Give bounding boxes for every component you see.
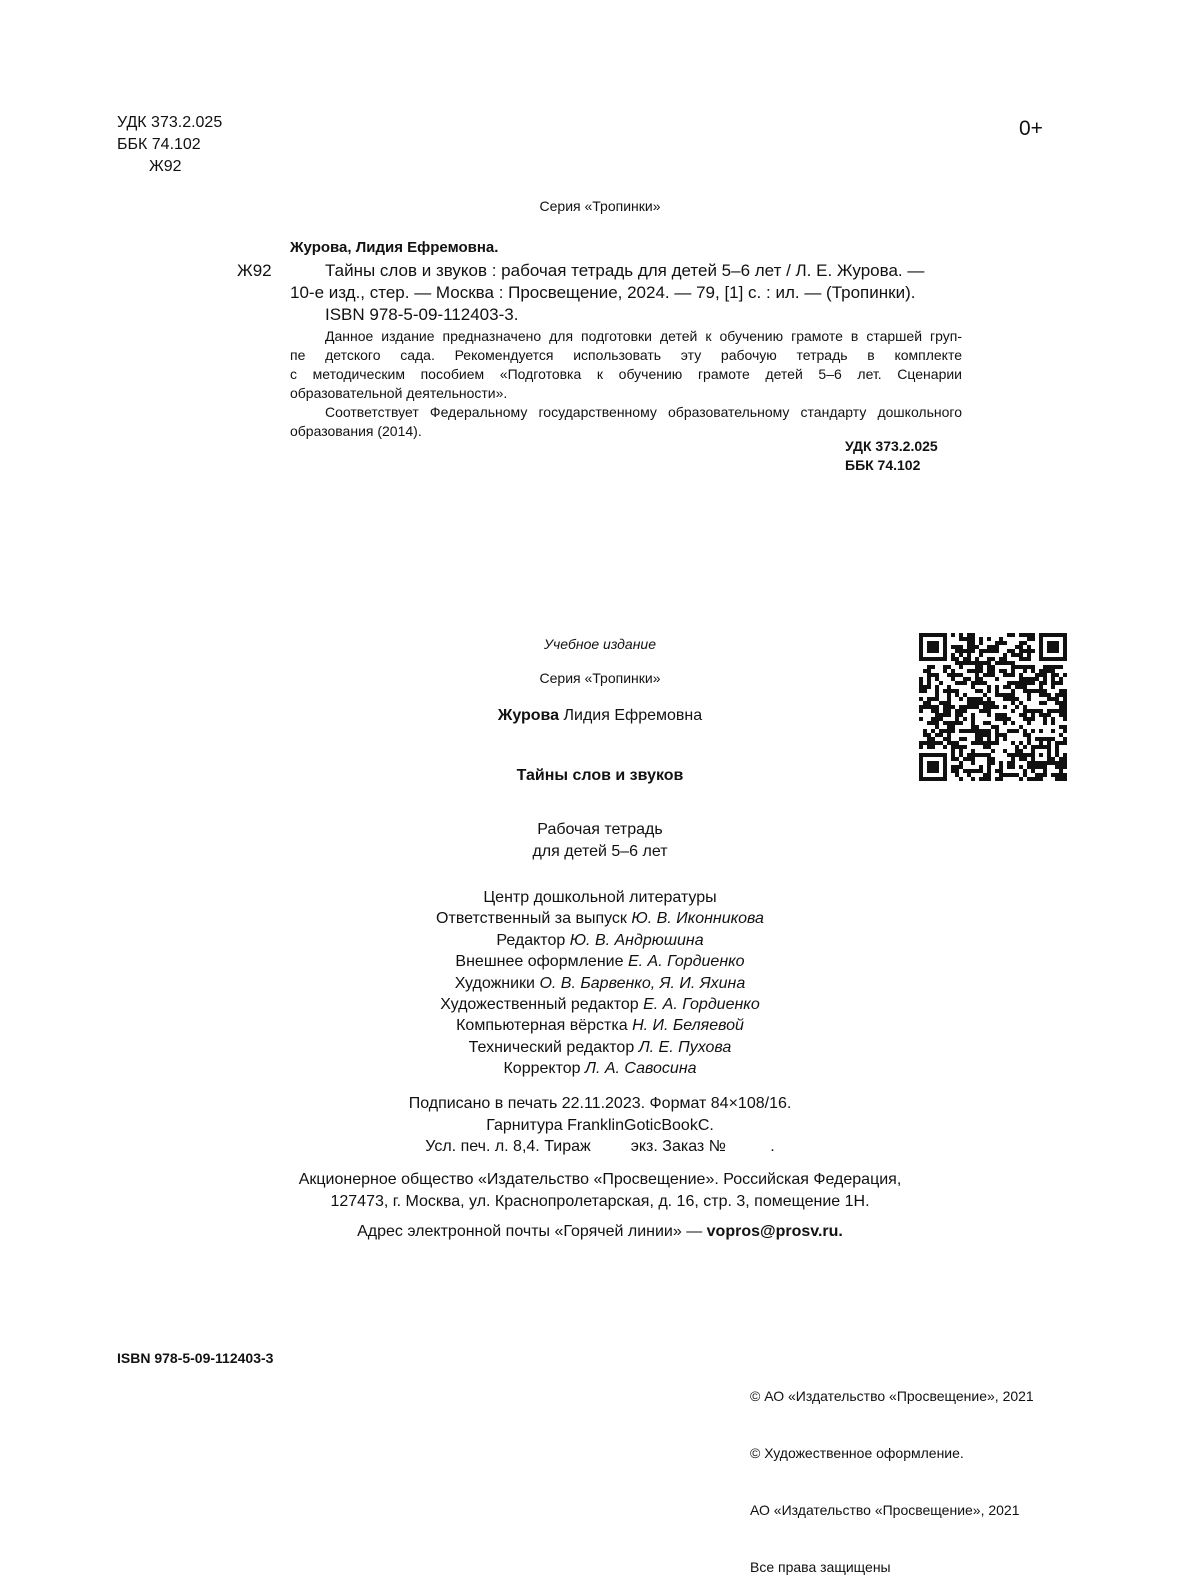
print-line: Усл. печ. л. 8,4. Тираж экз. Заказ № . [425,1138,775,1155]
credit-name: Л. Е. Пухова [638,1038,732,1056]
annotation-line: с методическим пособием «Подготовка к обучению грамоте детей 5–6 лет. Сценарии [290,366,962,382]
age-rating: 0+ [1019,117,1043,140]
credits-block [300,887,900,1080]
credit-name: Е. А. Гордиенко [643,996,760,1014]
subtitle-line: Рабочая тетрадь [537,821,663,838]
bib-title-line: 10-е изд., стер. — Москва : Просвещение, 2024. — 79, [1] с. : ил. — (Тропинки). [290,283,916,302]
credit-line [300,1015,900,1036]
imprint-author [400,705,800,727]
bib-classification [845,437,965,475]
credit-role: Компьютерная вёрстка [456,1017,628,1035]
series-imprint: Серия «Тропинки» [539,670,661,686]
author-given-name: Лидия Ефремовна [563,707,703,724]
hotline-email [250,1221,950,1243]
annotation-line: Данное издание предназначено для подготовки детей к обучению грамоте в старшей груп- [325,328,962,344]
credit-role: Ответственный за выпуск [436,910,627,928]
credit-line [300,973,900,994]
center-name: Центр дошкольной литературы [483,889,717,906]
credit-name: Е. А. Гордиенко [627,953,745,971]
author-surname: Журова [497,707,560,724]
author-mark: Ж92 [149,158,182,175]
print-line: Подписано в печать 22.11.2023. Формат 84×108/16. [408,1095,792,1112]
copyright-line: Все права защищены [750,1559,891,1575]
footer-isbn: ISBN 978-5-09-112403-3 [117,1350,274,1366]
bib-udk: УДК 373.2.025 [845,438,938,454]
credit-role: Художественный редактор [440,996,639,1014]
credit-line [300,994,900,1015]
book-title: Тайны слов и звуков [516,767,684,784]
email-address[interactable]: vopros@prosv.ru. [706,1223,843,1240]
publisher-line: Акционерное общество «Издательство «Просвещение». Российская Федерация, [298,1171,902,1188]
credit-line [300,908,900,929]
standard-line: образования (2014). [290,423,422,439]
classification-block [117,112,222,178]
edition-type: Учебное издание [544,636,656,652]
bib-mark: Ж92 [237,261,272,280]
annotation-line: пе детского сада. Рекомендуется использовать эту рабочую тетрадь в комплекте [290,347,962,363]
bib-isbn: ISBN 978-5-09-112403-3. [325,305,519,324]
bib-description [290,260,962,326]
print-details [300,1093,900,1158]
publisher-line: 127473, г. Москва, ул. Краснопролетарская, д. 16, стр. 3, помещение 1Н. [330,1193,870,1210]
credit-name: О. В. Барвенко, Я. И. Яхина [539,974,746,992]
copyright-line: АО «Издательство «Просвещение», 2021 [750,1502,1020,1518]
credit-role: Технический редактор [468,1038,635,1056]
credit-name: Ю. В. Иконникова [631,910,764,928]
email-prefix: Адрес электронной почты «Горячей линии» — [357,1223,707,1240]
credit-line [300,1037,900,1058]
udk-code: УДК 373.2.025 [117,114,223,131]
credit-line [300,951,900,972]
copyright-line: © Художественное оформление. [750,1445,964,1461]
credit-role: Художники [454,974,535,992]
credit-name: Л. А. Савосина [584,1060,697,1078]
publisher-address [250,1169,950,1213]
bbk-code: ББК 74.102 [117,136,201,153]
credit-line [300,1058,900,1079]
credit-name: Н. И. Беляевой [632,1017,744,1035]
annotation-line: образовательной деятельности». [290,385,508,401]
standard-line: Соответствует Федеральному государственному образовательному стандарту дошкольного [325,404,962,420]
bib-bbk: ББК 74.102 [845,457,921,473]
copyright-line: © АО «Издательство «Просвещение», 2021 [750,1388,1034,1404]
copyright-block [750,1349,1034,1596]
bib-author-heading: Журова, Лидия Ефремовна. [290,239,499,256]
credit-line [300,930,900,951]
credit-role: Внешнее оформление [455,953,624,971]
qr-code-icon [919,633,1067,781]
book-subtitle [400,819,800,863]
credit-role: Редактор [496,931,566,949]
credit-role: Корректор [503,1060,581,1078]
bib-annotation [290,327,962,441]
subtitle-line: для детей 5–6 лет [532,843,668,860]
print-line: Гарнитура FranklinGoticBookC. [486,1116,714,1134]
credit-name: Ю. В. Андрюшина [569,931,704,949]
bib-title-line: Тайны слов и звуков : рабочая тетрадь для детей 5–6 лет / Л. Е. Журова. — [325,261,925,280]
series-top: Серия «Тропинки» [539,198,661,214]
